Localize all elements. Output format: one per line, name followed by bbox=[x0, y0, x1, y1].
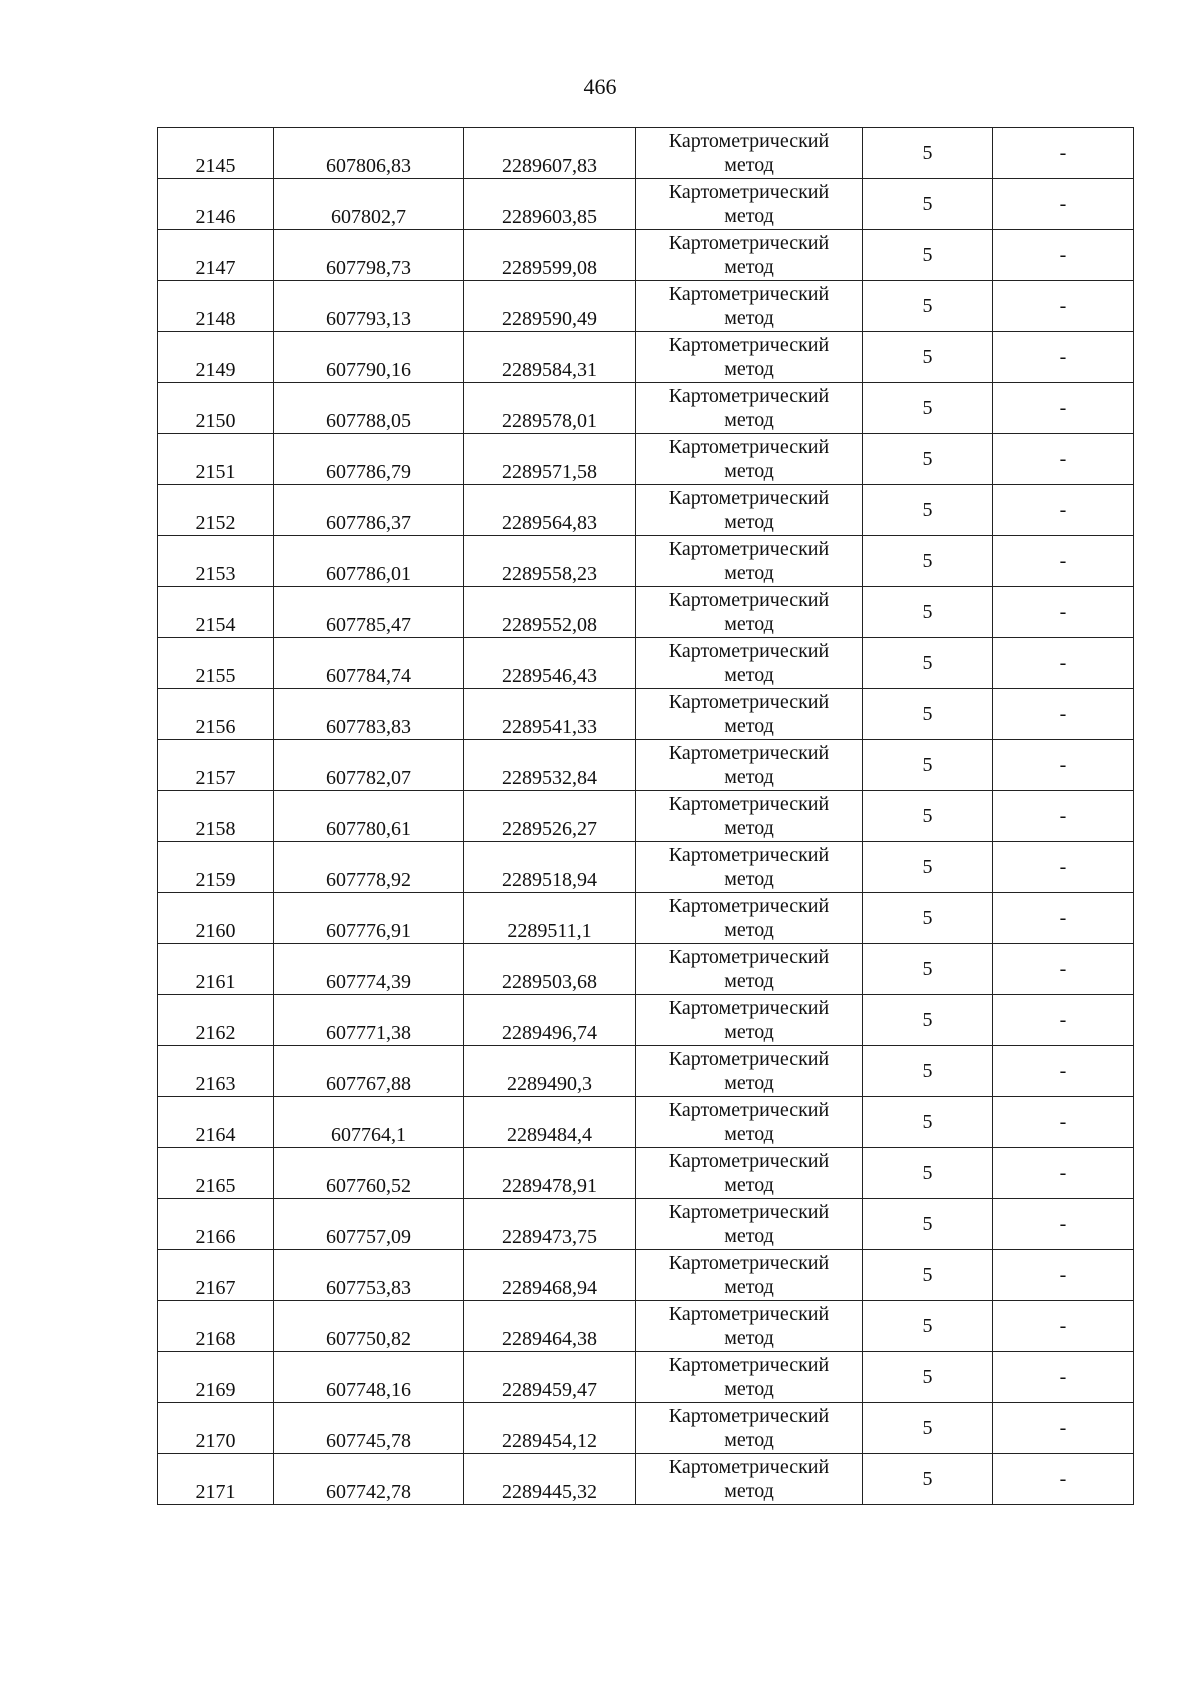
x-coordinate-cell: 607793,13 bbox=[274, 281, 464, 332]
x-coordinate-cell: 607760,52 bbox=[274, 1148, 464, 1199]
point-number-cell: 2145 bbox=[158, 128, 274, 179]
x-coordinate-cell: 607786,79 bbox=[274, 434, 464, 485]
y-coordinate-cell: 2289584,31 bbox=[464, 332, 636, 383]
method-text-line1: Картометрический bbox=[668, 1303, 830, 1325]
y-coordinate-cell: 2289578,01 bbox=[464, 383, 636, 434]
description-cell: - bbox=[993, 281, 1134, 332]
x-coordinate-cell: 607771,38 bbox=[274, 995, 464, 1046]
accuracy-cell: 5 bbox=[863, 638, 993, 689]
y-coordinate-cell: 2289607,83 bbox=[464, 128, 636, 179]
method-text-line1: Картометрический bbox=[668, 334, 830, 356]
method-text-line2: метод bbox=[724, 613, 774, 635]
method-cell bbox=[636, 536, 863, 587]
method-cell bbox=[636, 587, 863, 638]
accuracy-cell: 5 bbox=[863, 1352, 993, 1403]
method-cell bbox=[636, 995, 863, 1046]
method-text-line2: метод bbox=[724, 919, 774, 941]
description-cell: - bbox=[993, 791, 1134, 842]
method-cell bbox=[636, 842, 863, 893]
method-text-line2: метод bbox=[724, 562, 774, 584]
point-number-cell: 2164 bbox=[158, 1097, 274, 1148]
method-text-line2: метод bbox=[724, 358, 774, 380]
method-text-line1: Картометрический bbox=[668, 385, 830, 407]
x-coordinate-cell: 607774,39 bbox=[274, 944, 464, 995]
method-cell bbox=[636, 179, 863, 230]
table-row bbox=[158, 1148, 1134, 1199]
method-cell bbox=[636, 485, 863, 536]
method-cell bbox=[636, 1199, 863, 1250]
x-coordinate-cell: 607776,91 bbox=[274, 893, 464, 944]
method-text-line2: метод bbox=[724, 817, 774, 839]
method-cell bbox=[636, 128, 863, 179]
point-number-cell: 2152 bbox=[158, 485, 274, 536]
method-cell bbox=[636, 791, 863, 842]
method-cell bbox=[636, 1250, 863, 1301]
accuracy-cell: 5 bbox=[863, 1454, 993, 1505]
method-text-line2: метод bbox=[724, 1276, 774, 1298]
method-text-line2: метод bbox=[724, 1072, 774, 1094]
point-number-cell: 2166 bbox=[158, 1199, 274, 1250]
method-text-line2: метод bbox=[724, 154, 774, 176]
x-coordinate-cell: 607788,05 bbox=[274, 383, 464, 434]
x-coordinate-cell: 607753,83 bbox=[274, 1250, 464, 1301]
x-coordinate-cell: 607780,61 bbox=[274, 791, 464, 842]
method-text-line1: Картометрический bbox=[668, 691, 830, 713]
description-cell: - bbox=[993, 485, 1134, 536]
description-cell: - bbox=[993, 638, 1134, 689]
method-text-line2: метод bbox=[724, 868, 774, 890]
description-cell: - bbox=[993, 1250, 1134, 1301]
point-number-cell: 2149 bbox=[158, 332, 274, 383]
table-row bbox=[158, 383, 1134, 434]
y-coordinate-cell: 2289599,08 bbox=[464, 230, 636, 281]
point-number-cell: 2158 bbox=[158, 791, 274, 842]
table-row bbox=[158, 740, 1134, 791]
table-row bbox=[158, 1454, 1134, 1505]
y-coordinate-cell: 2289484,4 bbox=[464, 1097, 636, 1148]
method-text-line2: метод bbox=[724, 1378, 774, 1400]
x-coordinate-cell: 607748,16 bbox=[274, 1352, 464, 1403]
method-cell bbox=[636, 689, 863, 740]
description-cell: - bbox=[993, 1199, 1134, 1250]
description-cell: - bbox=[993, 1148, 1134, 1199]
table-row bbox=[158, 485, 1134, 536]
x-coordinate-cell: 607745,78 bbox=[274, 1403, 464, 1454]
method-cell bbox=[636, 281, 863, 332]
y-coordinate-cell: 2289590,49 bbox=[464, 281, 636, 332]
method-cell bbox=[636, 434, 863, 485]
table-row bbox=[158, 1199, 1134, 1250]
method-text-line1: Картометрический bbox=[668, 1201, 830, 1223]
point-number-cell: 2159 bbox=[158, 842, 274, 893]
table-row bbox=[158, 1046, 1134, 1097]
method-text-line2: метод bbox=[724, 1225, 774, 1247]
point-number-cell: 2161 bbox=[158, 944, 274, 995]
point-number-cell: 2168 bbox=[158, 1301, 274, 1352]
accuracy-cell: 5 bbox=[863, 740, 993, 791]
y-coordinate-cell: 2289496,74 bbox=[464, 995, 636, 1046]
description-cell: - bbox=[993, 1097, 1134, 1148]
point-number-cell: 2162 bbox=[158, 995, 274, 1046]
y-coordinate-cell: 2289558,23 bbox=[464, 536, 636, 587]
point-number-cell: 2165 bbox=[158, 1148, 274, 1199]
method-text-line2: метод bbox=[724, 1480, 774, 1502]
method-text-line2: метод bbox=[724, 460, 774, 482]
method-cell bbox=[636, 1352, 863, 1403]
y-coordinate-cell: 2289511,1 bbox=[464, 893, 636, 944]
method-text-line1: Картометрический bbox=[668, 130, 830, 152]
accuracy-cell: 5 bbox=[863, 536, 993, 587]
x-coordinate-cell: 607790,16 bbox=[274, 332, 464, 383]
y-coordinate-cell: 2289478,91 bbox=[464, 1148, 636, 1199]
method-text-line1: Картометрический bbox=[668, 1048, 830, 1070]
y-coordinate-cell: 2289490,3 bbox=[464, 1046, 636, 1097]
y-coordinate-cell: 2289468,94 bbox=[464, 1250, 636, 1301]
method-text-line1: Картометрический bbox=[668, 946, 830, 968]
coordinates-table-body bbox=[158, 128, 1134, 1505]
point-number-cell: 2163 bbox=[158, 1046, 274, 1097]
table-row bbox=[158, 128, 1134, 179]
description-cell: - bbox=[993, 1301, 1134, 1352]
accuracy-cell: 5 bbox=[863, 944, 993, 995]
point-number-cell: 2169 bbox=[158, 1352, 274, 1403]
point-number-cell: 2146 bbox=[158, 179, 274, 230]
y-coordinate-cell: 2289464,38 bbox=[464, 1301, 636, 1352]
method-text-line2: метод bbox=[724, 1123, 774, 1145]
description-cell: - bbox=[993, 740, 1134, 791]
table-row bbox=[158, 638, 1134, 689]
x-coordinate-cell: 607778,92 bbox=[274, 842, 464, 893]
description-cell: - bbox=[993, 383, 1134, 434]
method-text-line1: Картометрический bbox=[668, 181, 830, 203]
accuracy-cell: 5 bbox=[863, 332, 993, 383]
table-row bbox=[158, 893, 1134, 944]
description-cell: - bbox=[993, 179, 1134, 230]
table-row bbox=[158, 791, 1134, 842]
description-cell: - bbox=[993, 842, 1134, 893]
y-coordinate-cell: 2289445,32 bbox=[464, 1454, 636, 1505]
accuracy-cell: 5 bbox=[863, 587, 993, 638]
accuracy-cell: 5 bbox=[863, 434, 993, 485]
table-row bbox=[158, 689, 1134, 740]
method-text-line1: Картометрический bbox=[668, 793, 830, 815]
description-cell: - bbox=[993, 1046, 1134, 1097]
description-cell: - bbox=[993, 230, 1134, 281]
method-cell bbox=[636, 740, 863, 791]
method-text-line1: Картометрический bbox=[668, 1150, 830, 1172]
table-row bbox=[158, 842, 1134, 893]
y-coordinate-cell: 2289526,27 bbox=[464, 791, 636, 842]
description-cell: - bbox=[993, 893, 1134, 944]
description-cell: - bbox=[993, 995, 1134, 1046]
method-cell bbox=[636, 638, 863, 689]
method-cell bbox=[636, 893, 863, 944]
y-coordinate-cell: 2289541,33 bbox=[464, 689, 636, 740]
y-coordinate-cell: 2289552,08 bbox=[464, 587, 636, 638]
point-number-cell: 2160 bbox=[158, 893, 274, 944]
point-number-cell: 2147 bbox=[158, 230, 274, 281]
y-coordinate-cell: 2289532,84 bbox=[464, 740, 636, 791]
x-coordinate-cell: 607784,74 bbox=[274, 638, 464, 689]
x-coordinate-cell: 607767,88 bbox=[274, 1046, 464, 1097]
x-coordinate-cell: 607798,73 bbox=[274, 230, 464, 281]
table-row bbox=[158, 332, 1134, 383]
y-coordinate-cell: 2289503,68 bbox=[464, 944, 636, 995]
accuracy-cell: 5 bbox=[863, 230, 993, 281]
y-coordinate-cell: 2289546,43 bbox=[464, 638, 636, 689]
x-coordinate-cell: 607785,47 bbox=[274, 587, 464, 638]
description-cell: - bbox=[993, 536, 1134, 587]
x-coordinate-cell: 607806,83 bbox=[274, 128, 464, 179]
method-cell bbox=[636, 230, 863, 281]
method-cell bbox=[636, 1403, 863, 1454]
table-row bbox=[158, 1097, 1134, 1148]
accuracy-cell: 5 bbox=[863, 1046, 993, 1097]
method-text-line2: метод bbox=[724, 511, 774, 533]
method-text-line1: Картометрический bbox=[668, 232, 830, 254]
accuracy-cell: 5 bbox=[863, 791, 993, 842]
accuracy-cell: 5 bbox=[863, 1199, 993, 1250]
method-text-line1: Картометрический bbox=[668, 997, 830, 1019]
point-number-cell: 2156 bbox=[158, 689, 274, 740]
y-coordinate-cell: 2289603,85 bbox=[464, 179, 636, 230]
method-text-line1: Картометрический bbox=[668, 283, 830, 305]
coordinates-table bbox=[157, 127, 1134, 1505]
method-text-line2: метод bbox=[724, 970, 774, 992]
method-text-line1: Картометрический bbox=[668, 1405, 830, 1427]
method-cell bbox=[636, 1454, 863, 1505]
description-cell: - bbox=[993, 332, 1134, 383]
table-row bbox=[158, 1301, 1134, 1352]
method-text-line1: Картометрический bbox=[668, 1252, 830, 1274]
method-text-line2: метод bbox=[724, 1429, 774, 1451]
y-coordinate-cell: 2289454,12 bbox=[464, 1403, 636, 1454]
method-cell bbox=[636, 332, 863, 383]
method-text-line2: метод bbox=[724, 1327, 774, 1349]
method-text-line2: метод bbox=[724, 307, 774, 329]
y-coordinate-cell: 2289473,75 bbox=[464, 1199, 636, 1250]
method-cell bbox=[636, 944, 863, 995]
x-coordinate-cell: 607783,83 bbox=[274, 689, 464, 740]
point-number-cell: 2170 bbox=[158, 1403, 274, 1454]
point-number-cell: 2150 bbox=[158, 383, 274, 434]
table-row bbox=[158, 281, 1134, 332]
method-cell bbox=[636, 383, 863, 434]
method-cell bbox=[636, 1046, 863, 1097]
accuracy-cell: 5 bbox=[863, 1403, 993, 1454]
x-coordinate-cell: 607742,78 bbox=[274, 1454, 464, 1505]
accuracy-cell: 5 bbox=[863, 689, 993, 740]
x-coordinate-cell: 607786,01 bbox=[274, 536, 464, 587]
method-text-line1: Картометрический bbox=[668, 895, 830, 917]
description-cell: - bbox=[993, 434, 1134, 485]
accuracy-cell: 5 bbox=[863, 281, 993, 332]
table-row bbox=[158, 944, 1134, 995]
table-row bbox=[158, 1250, 1134, 1301]
accuracy-cell: 5 bbox=[863, 1148, 993, 1199]
method-text-line2: метод bbox=[724, 409, 774, 431]
description-cell: - bbox=[993, 1454, 1134, 1505]
accuracy-cell: 5 bbox=[863, 995, 993, 1046]
method-text-line1: Картометрический bbox=[668, 1099, 830, 1121]
method-text-line2: метод bbox=[724, 664, 774, 686]
accuracy-cell: 5 bbox=[863, 842, 993, 893]
accuracy-cell: 5 bbox=[863, 179, 993, 230]
x-coordinate-cell: 607750,82 bbox=[274, 1301, 464, 1352]
table-row bbox=[158, 434, 1134, 485]
description-cell: - bbox=[993, 587, 1134, 638]
accuracy-cell: 5 bbox=[863, 128, 993, 179]
method-text-line1: Картометрический bbox=[668, 589, 830, 611]
point-number-cell: 2171 bbox=[158, 1454, 274, 1505]
accuracy-cell: 5 bbox=[863, 893, 993, 944]
y-coordinate-cell: 2289564,83 bbox=[464, 485, 636, 536]
table-row bbox=[158, 995, 1134, 1046]
x-coordinate-cell: 607782,07 bbox=[274, 740, 464, 791]
accuracy-cell: 5 bbox=[863, 383, 993, 434]
method-text-line1: Картометрический bbox=[668, 742, 830, 764]
method-text-line2: метод bbox=[724, 715, 774, 737]
method-cell bbox=[636, 1301, 863, 1352]
point-number-cell: 2148 bbox=[158, 281, 274, 332]
method-cell bbox=[636, 1148, 863, 1199]
description-cell: - bbox=[993, 1403, 1134, 1454]
method-text-line1: Картометрический bbox=[668, 487, 830, 509]
point-number-cell: 2167 bbox=[158, 1250, 274, 1301]
table-row bbox=[158, 1403, 1134, 1454]
table-row bbox=[158, 230, 1134, 281]
accuracy-cell: 5 bbox=[863, 1301, 993, 1352]
method-text-line2: метод bbox=[724, 256, 774, 278]
table-row bbox=[158, 1352, 1134, 1403]
table-row bbox=[158, 179, 1134, 230]
point-number-cell: 2154 bbox=[158, 587, 274, 638]
point-number-cell: 2155 bbox=[158, 638, 274, 689]
method-text-line1: Картометрический bbox=[668, 640, 830, 662]
y-coordinate-cell: 2289459,47 bbox=[464, 1352, 636, 1403]
method-text-line2: метод bbox=[724, 1021, 774, 1043]
point-number-cell: 2151 bbox=[158, 434, 274, 485]
x-coordinate-cell: 607802,7 bbox=[274, 179, 464, 230]
method-text-line1: Картометрический bbox=[668, 844, 830, 866]
method-text-line1: Картометрический bbox=[668, 538, 830, 560]
y-coordinate-cell: 2289518,94 bbox=[464, 842, 636, 893]
accuracy-cell: 5 bbox=[863, 1250, 993, 1301]
method-text-line1: Картометрический bbox=[668, 1456, 830, 1478]
description-cell: - bbox=[993, 128, 1134, 179]
description-cell: - bbox=[993, 944, 1134, 995]
point-number-cell: 2153 bbox=[158, 536, 274, 587]
method-text-line1: Картометрический bbox=[668, 1354, 830, 1376]
x-coordinate-cell: 607757,09 bbox=[274, 1199, 464, 1250]
x-coordinate-cell: 607786,37 bbox=[274, 485, 464, 536]
page-number: 466 bbox=[583, 74, 617, 99]
accuracy-cell: 5 bbox=[863, 485, 993, 536]
method-text-line2: метод bbox=[724, 1174, 774, 1196]
point-number-cell: 2157 bbox=[158, 740, 274, 791]
x-coordinate-cell: 607764,1 bbox=[274, 1097, 464, 1148]
accuracy-cell: 5 bbox=[863, 1097, 993, 1148]
method-cell bbox=[636, 1097, 863, 1148]
table-row bbox=[158, 536, 1134, 587]
description-cell: - bbox=[993, 689, 1134, 740]
method-text-line1: Картометрический bbox=[668, 436, 830, 458]
y-coordinate-cell: 2289571,58 bbox=[464, 434, 636, 485]
method-text-line2: метод bbox=[724, 205, 774, 227]
method-text-line2: метод bbox=[724, 766, 774, 788]
description-cell: - bbox=[993, 1352, 1134, 1403]
table-row bbox=[158, 587, 1134, 638]
